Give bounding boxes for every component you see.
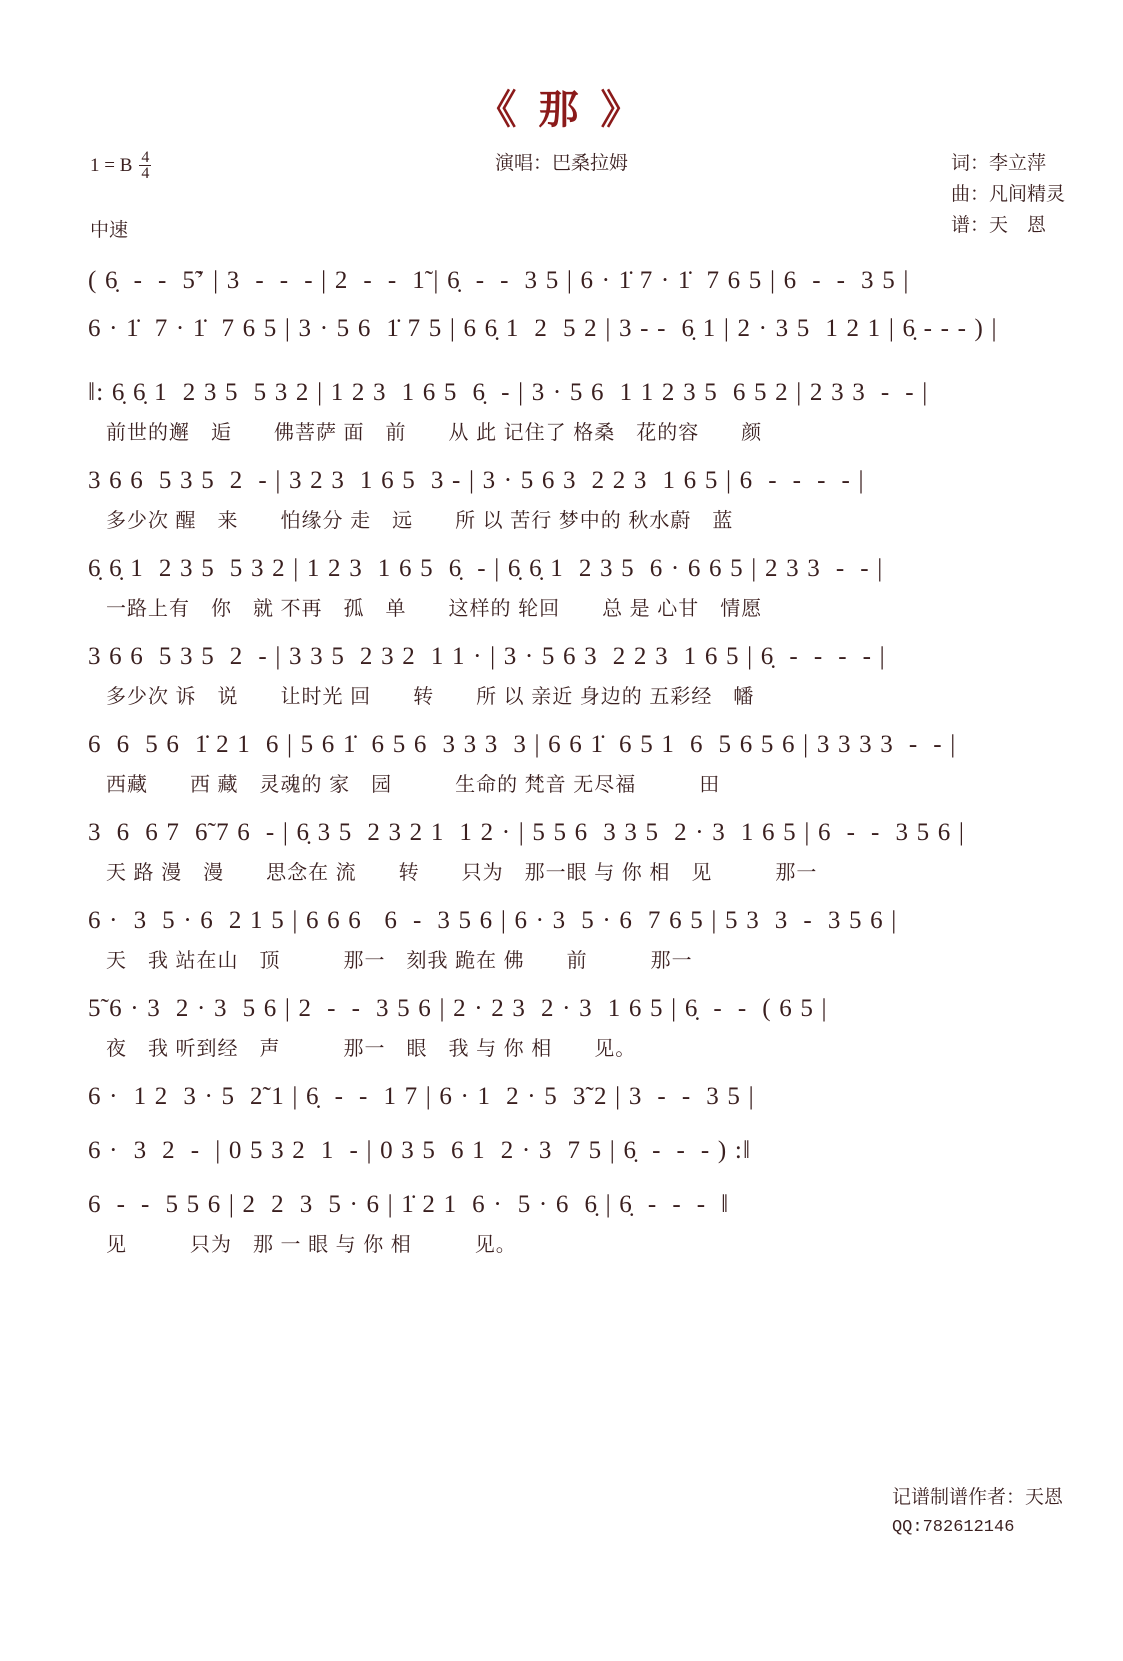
- lyric-line: 见 只为 那 一 眼 与 你 相 见。: [106, 1234, 517, 1256]
- notation-line: 3 6 6 5 3 5 2 - | 3 3 5 2 3 2 1 1 · | 3 · 5 6 3 2 2 3 1 6 5 | 6̣ - - - - |: [88, 643, 886, 670]
- system-row: [88, 634, 988, 714]
- lyric-line: 夜 我 听到经 声 那一 眼 我 与 你 相 见。: [106, 1038, 637, 1060]
- notation-line: 6 · 1 2 3 · 5 2̃ 1 | 6̣ - - 1 7 | 6 · 1 2 · 5 3̃ 2 | 3 - - 3 5 |: [88, 1083, 755, 1110]
- lyric-line: 西藏 西 藏 灵魂的 家 园 生命的 梵音 无尽福 田: [106, 774, 721, 796]
- notation-line: 6 · 1̇ 7 · 1̇ 7 6 5 | 3 · 5 6 1̇ 7 5 | 6 6̣ 1 2 5 2 | 3 - - 6̣ 1 | 2 · 3 5 1 2 1 | 6̣ - - - ) |: [88, 315, 998, 342]
- page-title: 《 那 》: [476, 87, 647, 132]
- system-row: [88, 458, 988, 538]
- lyric-line: 一路上有 你 就 不再 孤 单 这样的 轮回 总 是 心甘 情愿: [106, 598, 763, 620]
- singer-label: 演唱：巴桑拉姆: [494, 153, 628, 174]
- notation-line: 6 · 3 5 · 6 2 1 5 | 6 6 6 6 - 3 5 6 | 6 · 3 5 · 6 7 6 5 | 5 3 3 - 3 5 6 |: [88, 907, 898, 934]
- lyric-line: 天 我 站在山 顶 那一 刻我 跪在 佛 前 那一: [106, 950, 693, 972]
- credit-lyricist: 词：李立萍: [950, 153, 1046, 174]
- notation-line: ( 6̣ - - 5̃ʼ | 3 - - - | 2 - - 1̃ | 6̣ - - 3 5 | 6 · 1̇ 7 · 1̇ 7 6 5 | 6 - - 3 5 |: [88, 267, 910, 294]
- system-row: [88, 1128, 988, 1174]
- lyric-line: 多少次 醒 来 怕缘分 走 远 所 以 苦行 梦中的 秋水蔚 蓝: [106, 510, 734, 532]
- notation-line: 3 6 6 5 3 5 2 - | 3 2 3 1 6 5 3 - | 3 · 5 6 3 2 2 3 1 6 5 | 6 - - - - |: [88, 467, 865, 494]
- system-row: [88, 306, 998, 352]
- system-row: [88, 258, 988, 304]
- system-row: [88, 986, 988, 1066]
- notation-line: 6 - - 5 5 6 | 2 2 3 5 · 6 | 1̇ 2 1 6 · 5 · 6 6̣ | 6̣ - - - ‖: [88, 1191, 730, 1218]
- footer-author: 记谱制谱作者：天恩: [891, 1487, 1063, 1508]
- footer-qq: QQ:782612146: [891, 1518, 1015, 1537]
- notation-line: 6 · 3 2 - | 0 5 3 2 1 - | 0 3 5 6 1 2 · 3 7 5 | 6̣ - - - ) :‖: [88, 1137, 752, 1164]
- tempo-marking: 中速: [90, 220, 129, 241]
- notation-line: 5̃ 6 · 3 2 · 3 5 6 | 2 - - 3 5 6 | 2 · 2 3 2 · 3 1 6 5 | 6̣ - - ( 6 5 |: [88, 995, 828, 1022]
- score-body: [88, 258, 998, 1264]
- notation-line: 6 6 5 6 1̇ 2 1 6 | 5 6 1̇ 6 5 6 3 3 3 3 | 6 6 1̇ 6 5 1 6 5 6 5 6 | 3 3 3 3 - - |: [88, 731, 957, 758]
- system-row: [88, 546, 988, 626]
- notation-line: 3 6 6 7 6̃ 7 6 - | 6̣ 3 5 2 3 2 1 1 2 · | 5 5 6 3 3 5 2 · 3 1 6 5 | 6 - - 3 5 6 |: [88, 819, 966, 846]
- lyric-line: 前世的邂 逅 佛菩萨 面 前 从 此 记住了 格桑 花的容 颜: [106, 422, 763, 444]
- time-signature-denominator: 4: [141, 165, 150, 183]
- key-signature: [90, 150, 151, 181]
- spacer: [88, 354, 988, 370]
- notation-line: ‖: 6̣ 6̣ 1 2 3 5 5 3 2 | 1 2 3 1 6 5 6̣ - | 3 · 5 6 1 1 2 3 5 6 5 2 | 2 3 3 - - |: [88, 379, 929, 406]
- notation-line: 6̣ 6̣ 1 2 3 5 5 3 2 | 1 2 3 1 6 5 6̣ - | 6̣ 6̣ 1 2 3 5 6 · 6 6 5 | 2 3 3 - - |: [88, 555, 884, 582]
- lyric-line: 多少次 诉 说 让时光 回 转 所 以 亲近 身边的 五彩经 幡: [106, 686, 755, 708]
- system-row: [88, 810, 988, 890]
- credit-transcriber: 谱：天 恩: [950, 215, 1046, 236]
- key-label: 1 = B: [90, 154, 133, 176]
- time-signature: [139, 150, 151, 181]
- credit-composer: 曲：凡间精灵: [950, 184, 1065, 205]
- system-row: [88, 722, 988, 802]
- system-row: [88, 1182, 988, 1262]
- lyric-line: 天 路 漫 漫 思念在 流 转 只为 那一眼 与 你 相 见 那一: [106, 862, 818, 884]
- system-row: [88, 1074, 988, 1120]
- credits: [951, 148, 1065, 241]
- footer-credit: [892, 1483, 1063, 1543]
- system-row: [88, 898, 988, 978]
- time-signature-numerator: 4: [141, 149, 150, 166]
- system-row: [88, 370, 988, 450]
